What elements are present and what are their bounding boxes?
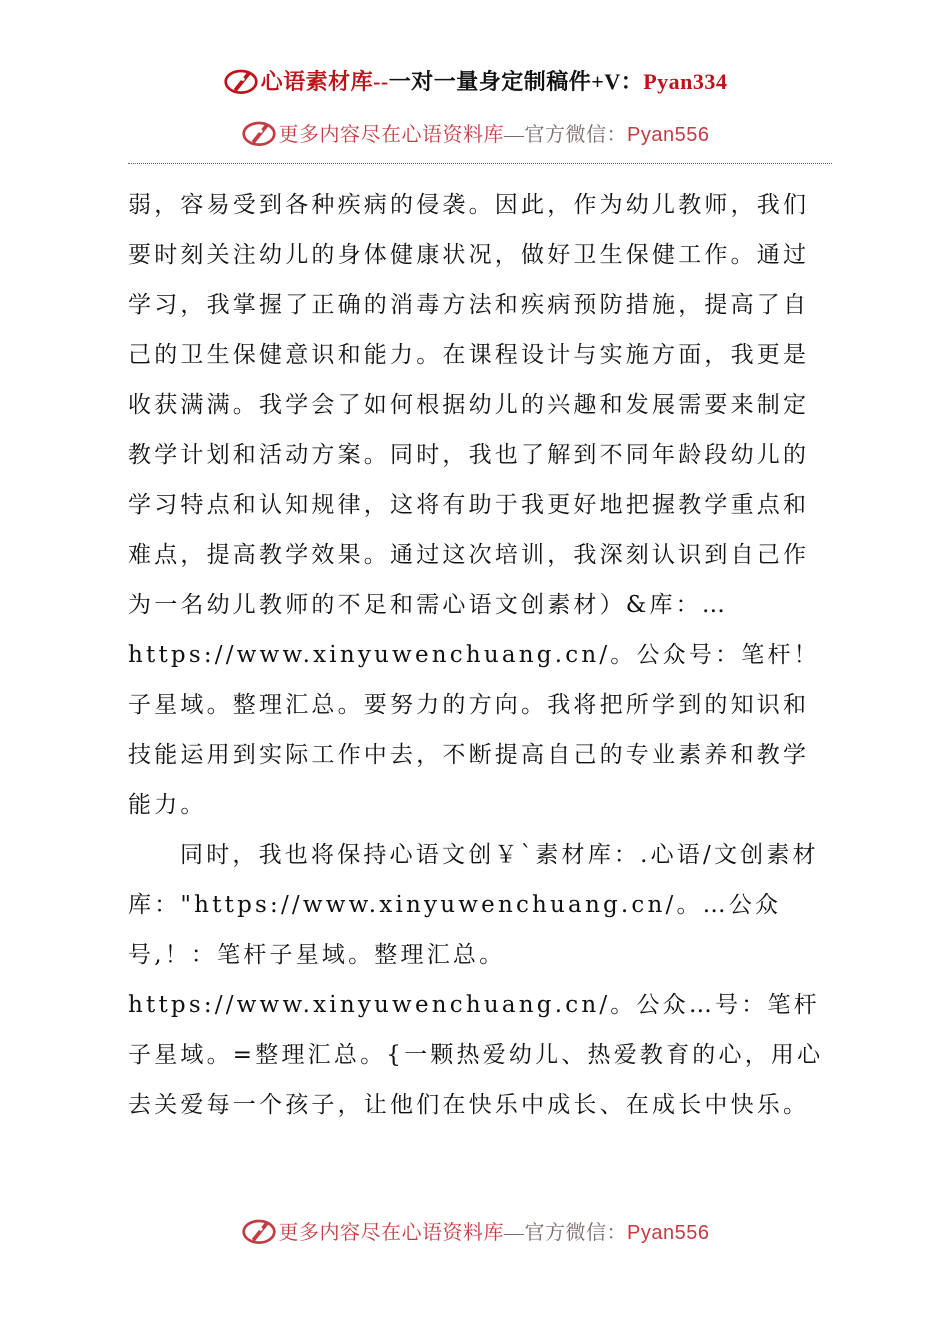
paragraph: 弱，容易受到各种疾病的侵袭。因此，作为幼儿教师，我们要时刻关注幼儿的身体健康状况，做好卫生保健工作。通过学习，我掌握了正确的消毒方法和疾病预防措施，提高了自己的卫生保健意识和能力。在课程设计与实施方面，我更是收获满满。我学会了如何根据幼儿的兴趣和发展需要来制定教学计划和活动方案。同时，我也了解到不同年龄段幼儿的学习特点和认知规律，这将有助于我更好地把握教学重点和难点，提高教学效果。通过这次培训，我深刻认识到自己作为一名幼儿教师的不足和需心语文创素材）&库：…https://www.xinyuwenchuang.cn/。公众号：笔杆！子星域。整理汇总。要努力的方向。我将把所学到的知识和技能运用到实际工作中去，不断提高自己的专业素养和教学能力。 [128, 192, 820, 818]
paragraph: 同时，我也将保持心语文创￥`素材库：.心语/文创素材库："https://www.xinyuwenchuang.cn/。…公众号,！：笔杆子星域。整理汇总。https://www.xinyuwenchuang.cn/。公众…号：笔杆子星域。=整理汇总。{一颗热爱幼儿、热爱教育的心，用心去关爱每一个孩子，让他们在快乐中成长、在成长中快乐。 [128, 842, 824, 1118]
header-separator: -- [373, 68, 389, 94]
footer-wechat-id: Pyan556 [627, 1221, 710, 1244]
subheader-dash: — [504, 123, 525, 146]
subheader-wechat-id: Pyan556 [627, 123, 710, 146]
header-brand: 心语素材库 [260, 68, 374, 94]
header-tagline: 一对一量身定制稿件 [388, 68, 592, 94]
footer-banner [0, 1210, 950, 1250]
pen-nib-logo-icon [241, 1212, 277, 1248]
pen-nib-logo-icon [241, 114, 277, 150]
subheader-label: 官方微信： [524, 123, 628, 146]
header-divider [128, 163, 832, 164]
document-body [128, 180, 828, 1130]
header-contact-prefix: +V： [591, 68, 644, 94]
header-title [261, 65, 728, 96]
footer-text-cn: 更多内容尽在心语资料库 [278, 1221, 505, 1244]
header-banner [0, 60, 950, 100]
pen-nib-logo-icon [223, 62, 259, 98]
footer-dash: — [504, 1221, 525, 1244]
subheader-text [279, 118, 710, 147]
footer-label: 官方微信： [524, 1221, 628, 1244]
header-contact-id: Pyan334 [643, 68, 728, 94]
subheader-text-cn: 更多内容尽在心语资料库 [278, 123, 505, 146]
header-subtitle [0, 112, 950, 152]
footer-text [279, 1216, 710, 1245]
